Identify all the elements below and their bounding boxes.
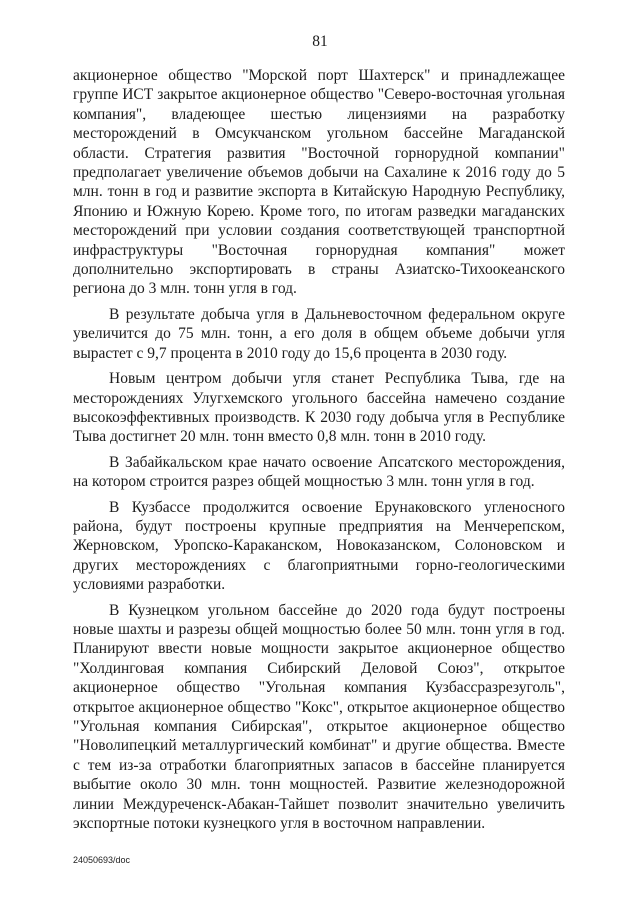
- paragraph: В результате добыча угля в Дальневосточном федеральном округе увеличится до 75 млн. тонн, а его доля в общем объеме добычи угля вырастет с 9,7 процента в 2010 году до 15,6 процента в 2030 году.: [73, 305, 565, 362]
- paragraph: В Забайкальском крае начато освоение Апсатского месторождения, на котором строится разрез общей мощностью 3 млн. тонн угля в год.: [73, 453, 565, 491]
- page-number: 81: [312, 33, 328, 50]
- paragraph: В Кузбассе продолжится освоение Ерунаковского угленосного района, будут построены крупные предприятия на Менчерепском, Жерновском, Уропско-Караканском, Новоказанском, Солоновском и других месторождениях с благоприятными горно-геологическими условиями разработки.: [73, 498, 565, 594]
- paragraph: Новым центром добычи угля станет Республика Тыва, где на месторождениях Улугхемского угольного бассейна намечено создание высокоэффективных производств. К 2030 году добыча угля в Республике Тыва достигнет 20 млн. тонн вместо 0,8 млн. тонн в 2010 году.: [73, 370, 565, 446]
- body-text: [73, 66, 565, 839]
- paragraph: В Кузнецком угольном бассейне до 2020 года будут построены новые шахты и разрезы общей мощностью более 50 млн. тонн угля в год. Планируют ввести новые мощности закрытое акционерное общество "Холдинговая компания Сибирский Деловой Союз", открытое акционерное общество "Угольная компания Кузбассразрезуголь", открытое акционерное общество "Кокс", открытое акционерное общество "Угольная компания Сибирская", открытое акционерное общество "Новолипецкий металлургический комбинат" и другие общества. Вместе с тем из-за отработки благоприятных запасов в бассейне планируется выбытие около 30 млн. тонн мощностей. Развитие железнодорожной линии Междуреченск-Абакан-Тайшет позволит значительно увеличить экспортные потоки кузнецкого угля в восточном направлении.: [73, 601, 565, 833]
- paragraph: акционерное общество "Морской порт Шахтерск" и принадлежащее группе ИСТ закрытое акционерное общество "Северо-восточная угольная компания", владеющее шестью лицензиями на разработку месторождений в Омсукчанском угольном бассейне Магаданской области. Стратегия развития "Восточной горнорудной компании" предполагает увеличение объемов добычи на Сахалине к 2016 году до 5 млн. тонн в год и развитие экспорта в Китайскую Народную Республику, Японию и Южную Корею. Кроме того, по итогам разведки магаданских месторождений при условии создания соответствующей транспортной инфраструктуры "Восточная горнорудная компания" может дополнительно экспортировать в страны Азиатско-Тихоокеанского региона до 3 млн. тонн угля в год.: [73, 67, 565, 298]
- document-code: 24050693/doc: [73, 855, 131, 865]
